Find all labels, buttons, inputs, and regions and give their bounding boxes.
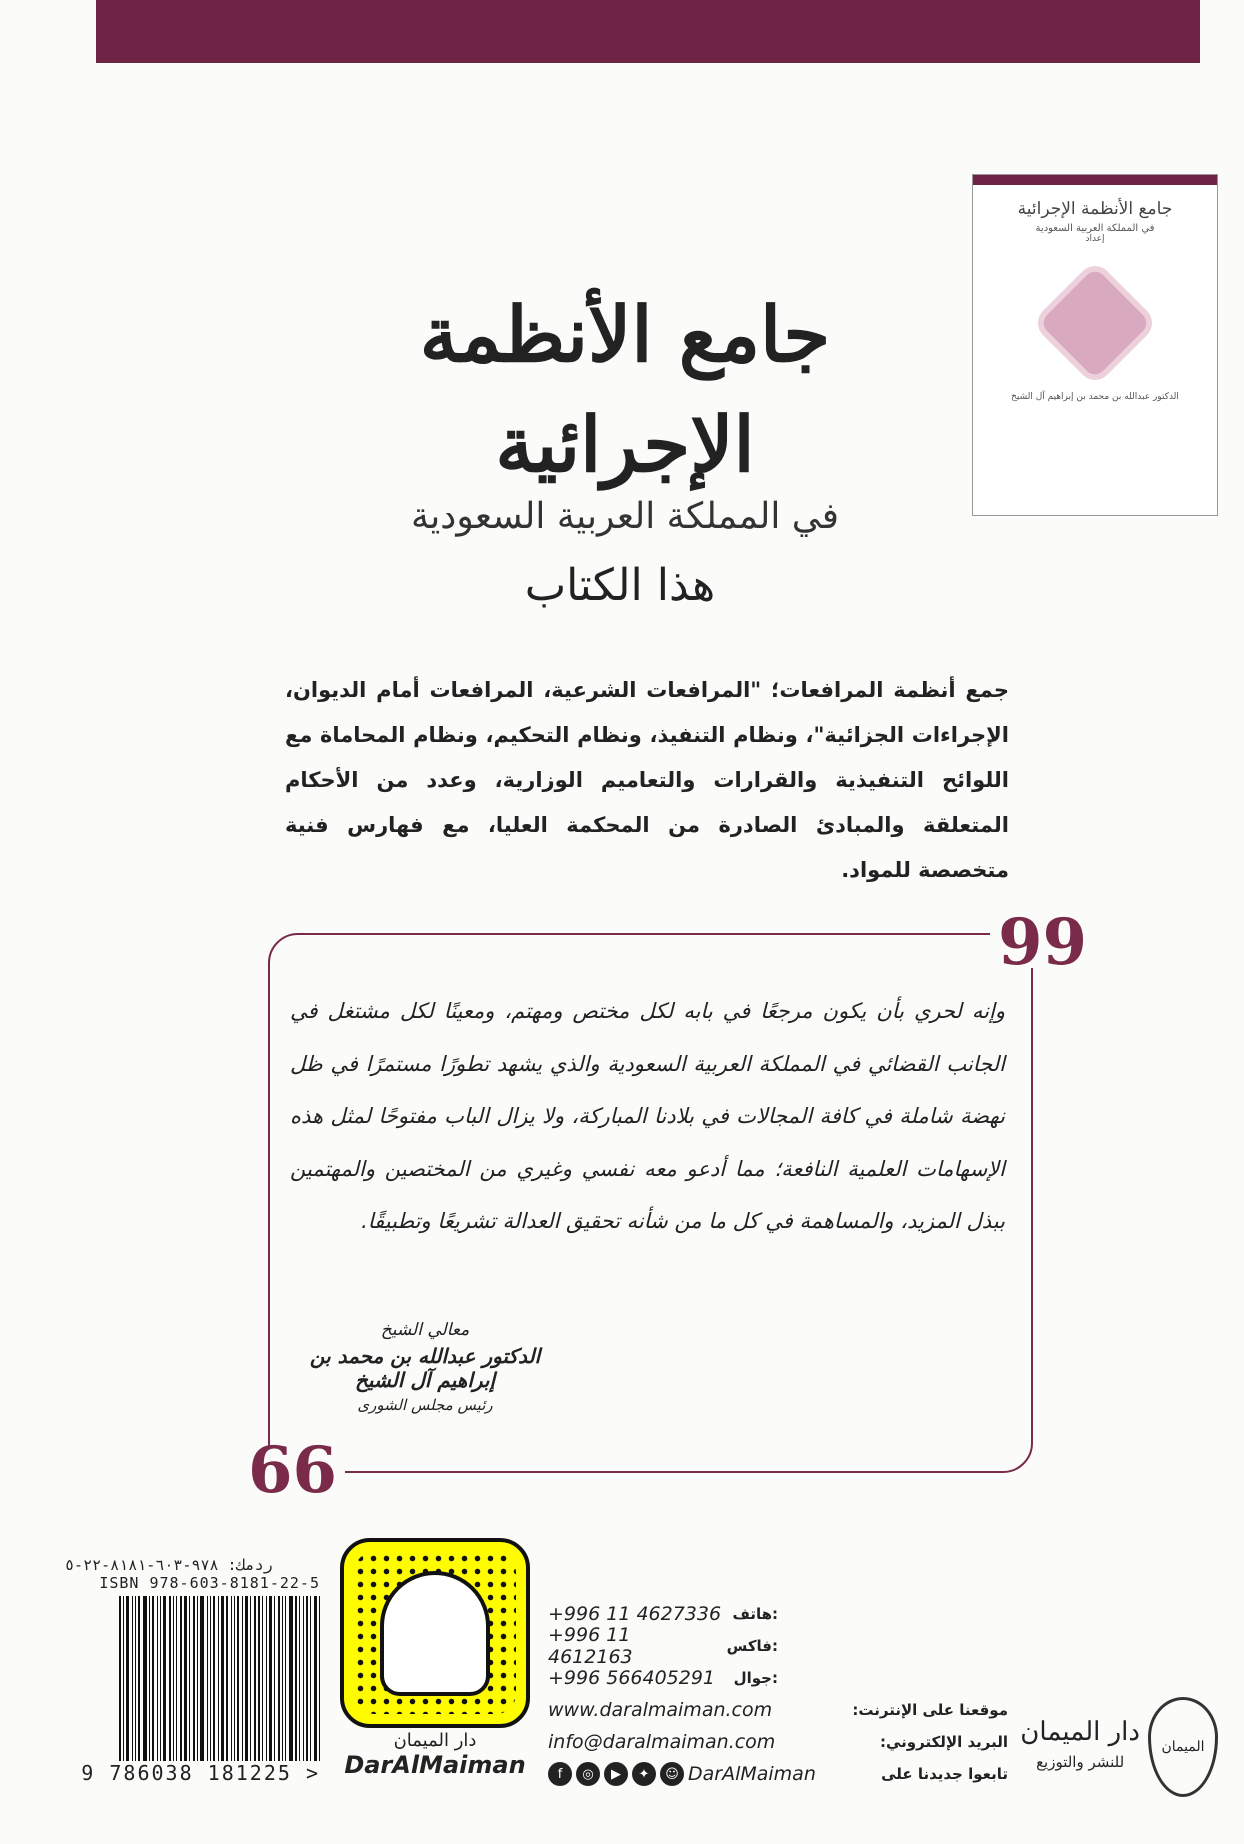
- barcode: [65, 1596, 320, 1761]
- signature-honorific: معالي الشيخ: [380, 1320, 470, 1340]
- quote-text: وإنه لحري بأن يكون مرجعًا في بابه لكل مختص ومهتم، ومعينًا لكل مشتغل في الجانب القضائي في المملكة العربية السعودية والذي يشهد تطورًا مستمرًا في ظل نهضة شاملة في كافة المجالات في بلادنا المباركة، ولا يزال الباب مفتوحًا لمثل هذه الإسهامات العلمية النافعة؛ مما أدعو معه نفسي وغيري من المختصين والمهتمين ببذل المزيد، والمساهمة في كل ما من شأنه تحقيق العدالة تشريعًا وتطبيقًا.: [290, 999, 1005, 1233]
- thumbnail-band: [973, 175, 1217, 185]
- publisher-name: [1020, 1717, 1140, 1777]
- follow-label: تابعوا جديدنا على: [881, 1765, 1008, 1783]
- quote-open-mark: 99: [990, 918, 1095, 968]
- twitter-icon[interactable]: ✦: [632, 1762, 656, 1786]
- barcode-bar: [274, 1596, 275, 1761]
- barcode-bar: [226, 1596, 228, 1761]
- barcode-bar: [138, 1596, 140, 1761]
- barcode-bar: [303, 1596, 304, 1761]
- snapchat-ghost-icon: [380, 1571, 490, 1696]
- barcode-bar: [289, 1596, 293, 1761]
- barcode-bar: [299, 1596, 300, 1761]
- barcode-bar: [210, 1596, 211, 1761]
- barcode-bar: [269, 1596, 272, 1761]
- barcode-bar: [242, 1596, 243, 1761]
- barcode-bar: [189, 1596, 190, 1761]
- contacts: [548, 1598, 1008, 1790]
- barcode-bar: [169, 1596, 171, 1761]
- barcode-bar: [310, 1596, 311, 1761]
- description: جمع أنظمة المرافعات؛ "المرافعات الشرعية، المرافعات أمام الديوان، الإجراءات الجزائية"، ونظام التنفيذ، ونظام التحكيم، ونظام المحاماة مع اللوائح التنفيذية والقرارات والتعاميم الوزارية، وعدد من الأحكام المتعلقة والمبادئ الصادرة من المحكمة العليا، مع فهارس فنية متخصصة للمواد.: [285, 678, 1009, 882]
- publisher-emblem-icon: [1148, 1697, 1218, 1797]
- barcode-bar: [262, 1596, 263, 1761]
- snapcode-label-en: DarAlMaiman: [344, 1751, 526, 1779]
- email-label: البريد الإلكتروني:: [880, 1733, 1008, 1751]
- thumbnail-author: الدكتور عبدالله بن محمد بن إبراهيم آل الشيخ: [1011, 392, 1179, 402]
- publisher-name-text: دار الميمان: [1020, 1717, 1140, 1747]
- barcode-bar: [218, 1596, 219, 1761]
- barcode-bar: [197, 1596, 198, 1761]
- snapcode-label-ar: دار الميمان: [393, 1730, 477, 1751]
- snapchat-icon[interactable]: ☺: [660, 1762, 684, 1786]
- snapcode: [340, 1538, 530, 1728]
- barcode-bar: [282, 1596, 283, 1761]
- barcode-bar: [123, 1596, 124, 1761]
- about-heading: هذا الكتاب: [524, 560, 716, 611]
- title-main: جامع الأنظمة الإجرائية: [419, 290, 831, 489]
- barcode-bar: [135, 1596, 136, 1761]
- barcode-bar: [184, 1596, 187, 1761]
- cover-thumbnail: [972, 174, 1218, 516]
- publisher-tagline: للنشر والتوزيع: [1036, 1753, 1125, 1771]
- barcode-bar: [237, 1596, 239, 1761]
- instagram-icon[interactable]: ◎: [576, 1762, 600, 1786]
- barcode-bar: [200, 1596, 204, 1761]
- signature: [290, 1320, 560, 1414]
- barcode-bar: [173, 1596, 174, 1761]
- barcode-bar: [295, 1596, 297, 1761]
- mobile-label: جوال:: [733, 1669, 778, 1687]
- ornament-icon: [1039, 267, 1151, 379]
- barcode-bar: [278, 1596, 280, 1761]
- signature-position: رئيس مجلس الشورى: [357, 1396, 493, 1414]
- barcode-bar: [213, 1596, 215, 1761]
- phone-label: هاتف:: [732, 1605, 778, 1623]
- isbn-arabic: ردمك: ٩٧٨-٦٠٣-٨١٨١-٢٢-٥: [65, 1556, 273, 1574]
- barcode-bar: [231, 1596, 232, 1761]
- barcode-bar: [250, 1596, 251, 1761]
- isbn-block: [65, 1556, 320, 1785]
- isbn-latin: ISBN 978-603-8181-22-5: [99, 1574, 320, 1592]
- social-handle: DarAlMaiman: [688, 1763, 816, 1785]
- barcode-bar: [163, 1596, 166, 1761]
- barcode-bar: [245, 1596, 248, 1761]
- barcode-bar: [149, 1596, 150, 1761]
- barcode-bar: [234, 1596, 235, 1761]
- facebook-icon[interactable]: f: [548, 1762, 572, 1786]
- barcode-bar: [152, 1596, 154, 1761]
- signature-name: الدكتور عبدالله بن محمد بن إبراهيم آل الشيخ: [309, 1344, 541, 1392]
- barcode-bar: [306, 1596, 308, 1761]
- thumbnail-subtitle: في المملكة العربية السعودية: [1035, 223, 1155, 234]
- barcode-bar: [193, 1596, 195, 1761]
- barcode-bar: [254, 1596, 256, 1761]
- barcode-number: 9 786038 181225 >: [81, 1761, 320, 1785]
- barcode-bar: [180, 1596, 182, 1761]
- publisher-logo: [1018, 1672, 1218, 1822]
- fax-label: فاكس:: [726, 1637, 778, 1655]
- barcode-bar: [160, 1596, 161, 1761]
- website-label: موقعنا على الإنترنت:: [852, 1701, 1008, 1719]
- fax: +996 11 4612163: [548, 1624, 633, 1668]
- email-link[interactable]: info@daralmaiman.com: [548, 1731, 776, 1753]
- barcode-bar: [126, 1596, 129, 1761]
- snapcode-label: [340, 1730, 530, 1779]
- quote-close-mark: 66: [240, 1446, 345, 1496]
- thumbnail-title: جامع الأنظمة الإجرائية: [1017, 199, 1173, 219]
- barcode-bar: [157, 1596, 158, 1761]
- website-link[interactable]: www.daralmaiman.com: [548, 1699, 773, 1721]
- barcode-bar: [143, 1596, 147, 1761]
- barcode-bar: [132, 1596, 133, 1761]
- book-title: [290, 280, 960, 537]
- barcode-bar: [314, 1596, 317, 1761]
- barcode-bar: [319, 1596, 320, 1761]
- barcode-bar: [119, 1596, 121, 1761]
- thumbnail-note: إعداد: [1085, 234, 1105, 244]
- top-color-band: [96, 0, 1200, 63]
- barcode-bar: [221, 1596, 224, 1761]
- barcode-bar: [207, 1596, 208, 1761]
- barcode-bar: [285, 1596, 286, 1761]
- barcode-bar: [176, 1596, 177, 1761]
- title-sub: في المملكة العربية السعودية: [410, 496, 840, 537]
- emblem-text: الميمان: [1161, 1739, 1205, 1755]
- barcode-bar: [258, 1596, 260, 1761]
- phone: +996 11 4627336: [548, 1603, 722, 1625]
- youtube-icon[interactable]: ▶: [604, 1762, 628, 1786]
- mobile: +996 566405291: [548, 1667, 716, 1689]
- barcode-bar: [266, 1596, 267, 1761]
